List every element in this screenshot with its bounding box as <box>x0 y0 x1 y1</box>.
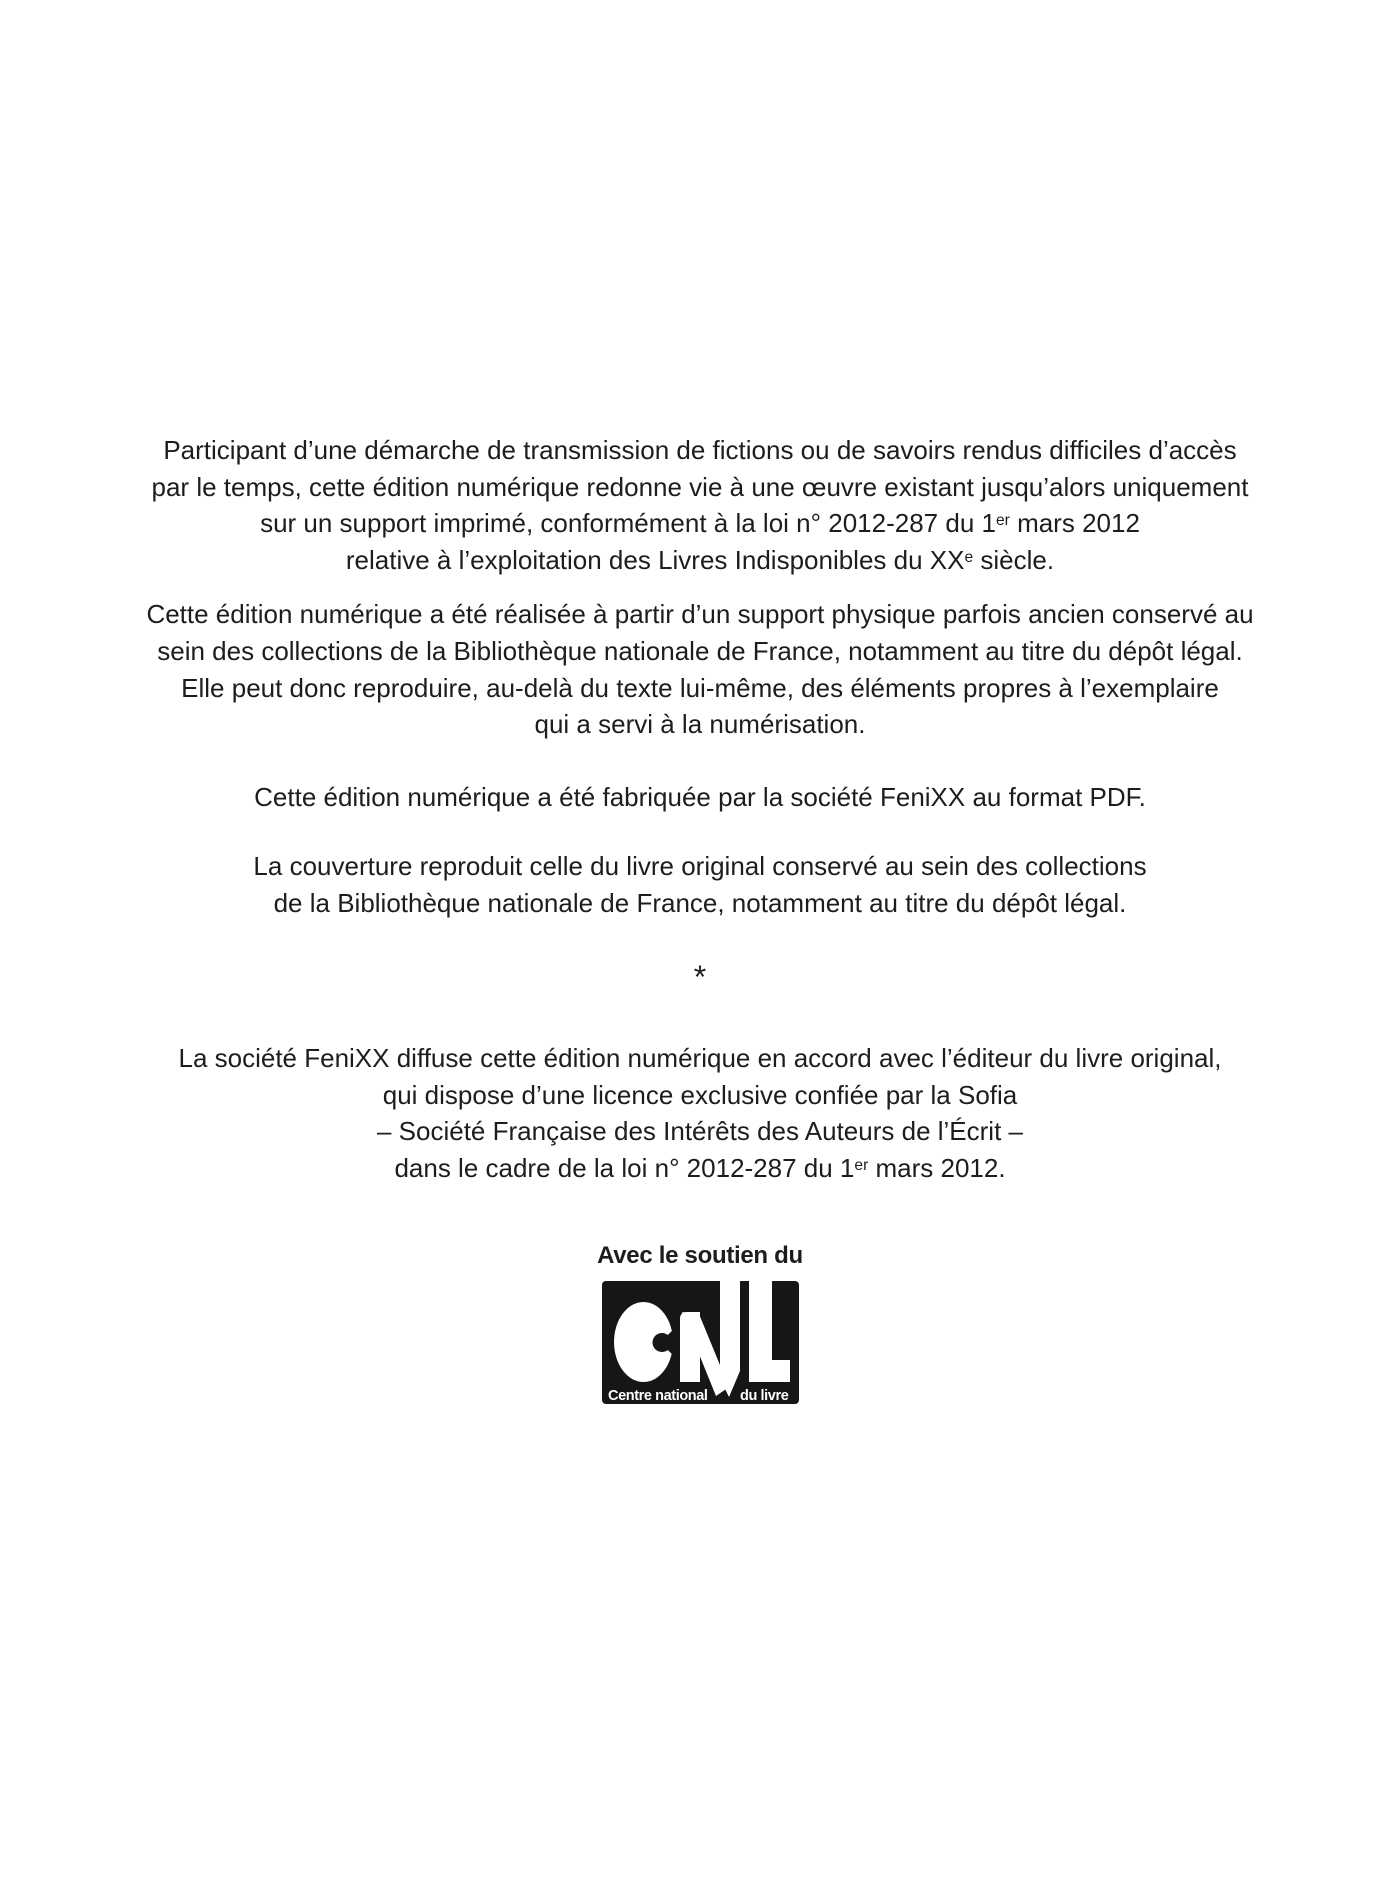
paragraph-diffusion <box>0 1040 1400 1186</box>
text-line <box>394 1153 1005 1183</box>
text-line: La couverture reproduit celle du livre original conservé au sein des collections <box>253 851 1147 882</box>
text-segment: relative à l’exploitation des Livres Indisponibles du XX <box>345 544 965 575</box>
cnl-logo-icon <box>602 1281 799 1404</box>
asterisk-separator: * <box>693 958 707 995</box>
text-line: qui dispose d’une licence exclusive confiée par la Sofia <box>382 1079 1018 1110</box>
text-line: – Société Française des Intérêts des Auteurs de l’Écrit – <box>376 1116 1023 1147</box>
paragraph-fabrication <box>0 779 1400 816</box>
text-line <box>260 508 1140 538</box>
paragraph-transmission <box>0 432 1400 578</box>
paragraph-source <box>0 596 1400 742</box>
text-segment: sur un support imprimé, conformément à la loi n° 2012-287 du 1 <box>260 508 996 539</box>
ordinal-superscript: er <box>854 1156 869 1174</box>
text-line: par le temps, cette édition numérique redonne vie à une œuvre existant jusqu’alors uniquement <box>151 471 1249 502</box>
text-line: sein des collections de la Bibliothèque nationale de France, notamment au titre du dépôt légal. <box>157 635 1243 666</box>
ordinal-superscript: er <box>995 512 1010 530</box>
text-line: Cette édition numérique a été fabriquée par la société FeniXX au format PDF. <box>254 781 1146 812</box>
cnl-caption-right: du livre <box>739 1387 788 1404</box>
text-segment: mars 2012. <box>868 1152 1006 1183</box>
text-line: de la Bibliothèque nationale de France, notamment au titre du dépôt légal. <box>273 887 1127 918</box>
text-line: Elle peut donc reproduire, au-delà du texte lui-même, des éléments propres à l’exemplaire <box>181 672 1219 703</box>
text-segment: dans le cadre de la loi n° 2012-287 du 1 <box>394 1152 855 1183</box>
text-segment: mars 2012 <box>1009 508 1140 539</box>
text-line: qui a servi à la numérisation. <box>534 709 866 740</box>
text-segment: siècle. <box>973 544 1055 575</box>
text-line <box>346 545 1054 575</box>
text-line: La société FeniXX diffuse cette édition numérique en accord avec l’éditeur du livre original, <box>178 1043 1222 1074</box>
support-credit-label: Avec le soutien du <box>597 1241 803 1269</box>
cnl-caption-left: Centre national <box>607 1387 708 1404</box>
cnl-logo <box>0 1281 1400 1404</box>
paragraph-cover <box>0 848 1400 921</box>
text-line: Participant d’une démarche de transmission de fictions ou de savoirs rendus difficiles d’accès <box>163 435 1237 465</box>
text-line: Cette édition numérique a été réalisée à partir d’un support physique parfois ancien conservé au <box>146 599 1254 630</box>
ordinal-superscript: e <box>964 548 974 566</box>
